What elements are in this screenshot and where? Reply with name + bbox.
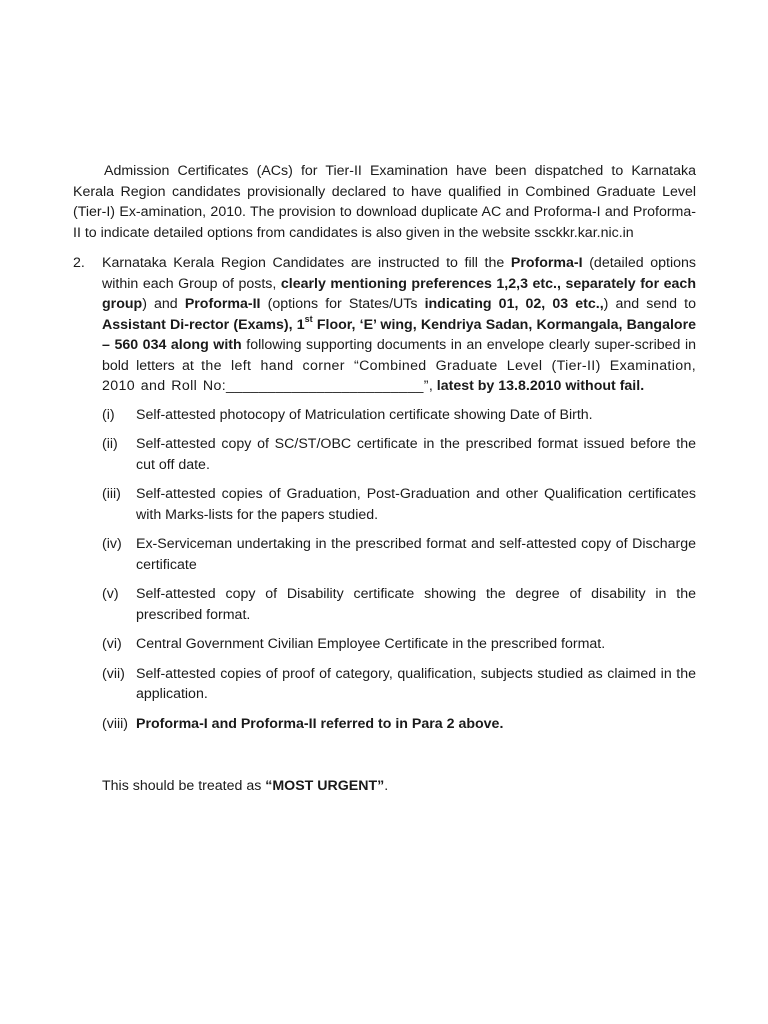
- deadline: latest by 13.8.2010 without fail.: [436, 378, 645, 394]
- documents-list: [73, 405, 696, 735]
- list-item-number: (vii): [102, 665, 125, 682]
- list-item-text: Self-attested copies of Graduation, Post-Graduation and other Qualification certificates with Marks-lists for the papers studied.: [136, 486, 696, 523]
- intro-paragraph: Admission Certificates (ACs) for Tier-II Examination have been dispatched to Karnataka Kerala Region candidates provisionally declared to have qualified in Combined Graduate Level (Tier-I) Ex-amination, 2010. The provision to download duplicate AC and Proforma-I and Proforma-II to indicate detailed options from candidates is also given in the website ssckkr.kar.nic.in: [73, 163, 696, 241]
- floor-superscript: st: [304, 313, 313, 324]
- paragraph-2: [73, 253, 696, 397]
- list-item-text: Ex-Serviceman undertaking in the prescribed format and self-attested copy of Discharge certificate: [136, 536, 696, 573]
- list-item-text: Self-attested photocopy of Matriculation certificate showing Date of Birth.: [136, 406, 593, 423]
- address-part-1: Assistant Di-rector (Exams), 1: [102, 316, 305, 333]
- list-item: [102, 634, 696, 655]
- closing-line: [73, 776, 696, 797]
- closing-text: This should be treated as: [102, 778, 266, 794]
- closing-period: .: [384, 778, 389, 794]
- para2-text-1: Karnataka Kerala Region Candidates are instructed to fill the: [102, 255, 511, 271]
- paragraph-number: 2.: [73, 255, 85, 271]
- list-item-text: Central Government Civilian Employee Certificate in the prescribed format.: [136, 636, 606, 652]
- list-item-text: Self-attested copy of Disability certificate showing the degree of disability in the prescribed format.: [136, 586, 696, 623]
- address-part-2: Floor, ‘E’ wing, Kendriya Sadan, Kormangala, Bangalore – 560 034 along with: [102, 316, 696, 353]
- list-item-number: (iv): [102, 536, 122, 552]
- para2-text-6: following supporting documents in an envelope clearly super-scribed in bold letters at: [102, 337, 696, 374]
- para2-text-4: (options for States/UTs: [260, 296, 425, 312]
- list-item-text: Proforma-I and Proforma-II referred to in Para 2 above.: [136, 715, 504, 732]
- list-item: [102, 434, 696, 475]
- para2-text-5: ) and send to: [603, 296, 696, 312]
- states-options-instruction: indicating 01, 02, 03 etc.,: [424, 296, 604, 312]
- para2-text-8: ,: [428, 378, 437, 394]
- list-item: [102, 714, 696, 735]
- most-urgent-emphasis: “MOST URGENT”: [265, 778, 385, 794]
- list-item: [102, 534, 696, 575]
- list-item-text: Self-attested copies of proof of category, qualification, subjects studied as claimed in the application.: [136, 665, 696, 702]
- list-item-number: (vi): [102, 636, 122, 652]
- list-item-number: (v): [102, 586, 119, 602]
- document-page: [73, 161, 696, 797]
- list-item-number: (iii): [102, 486, 121, 502]
- para2-text-2: (detailed options within each Group of posts,: [102, 255, 696, 292]
- list-item-number: (i): [102, 406, 115, 423]
- preferences-instruction: clearly mentioning preferences 1,2,3 etc., separately for each group: [102, 275, 696, 312]
- proforma-1-ref: Proforma-I: [510, 255, 583, 271]
- list-item-text: Self-attested copy of SC/ST/OBC certificate in the prescribed format issued before the cut off date.: [136, 436, 696, 473]
- proforma-2-ref: Proforma-II: [184, 296, 261, 312]
- list-item: [102, 584, 696, 625]
- list-item: [102, 484, 696, 525]
- list-item: [102, 405, 696, 426]
- list-item: [102, 664, 696, 705]
- list-item-number: (viii): [102, 715, 128, 732]
- list-item-number: (ii): [102, 436, 118, 452]
- para2-text-3: ) and: [142, 296, 185, 312]
- envelope-superscription: the left hand corner “Combined Graduate Level (Tier-II) Examination, 2010 and Roll No:________________________”: [102, 357, 696, 394]
